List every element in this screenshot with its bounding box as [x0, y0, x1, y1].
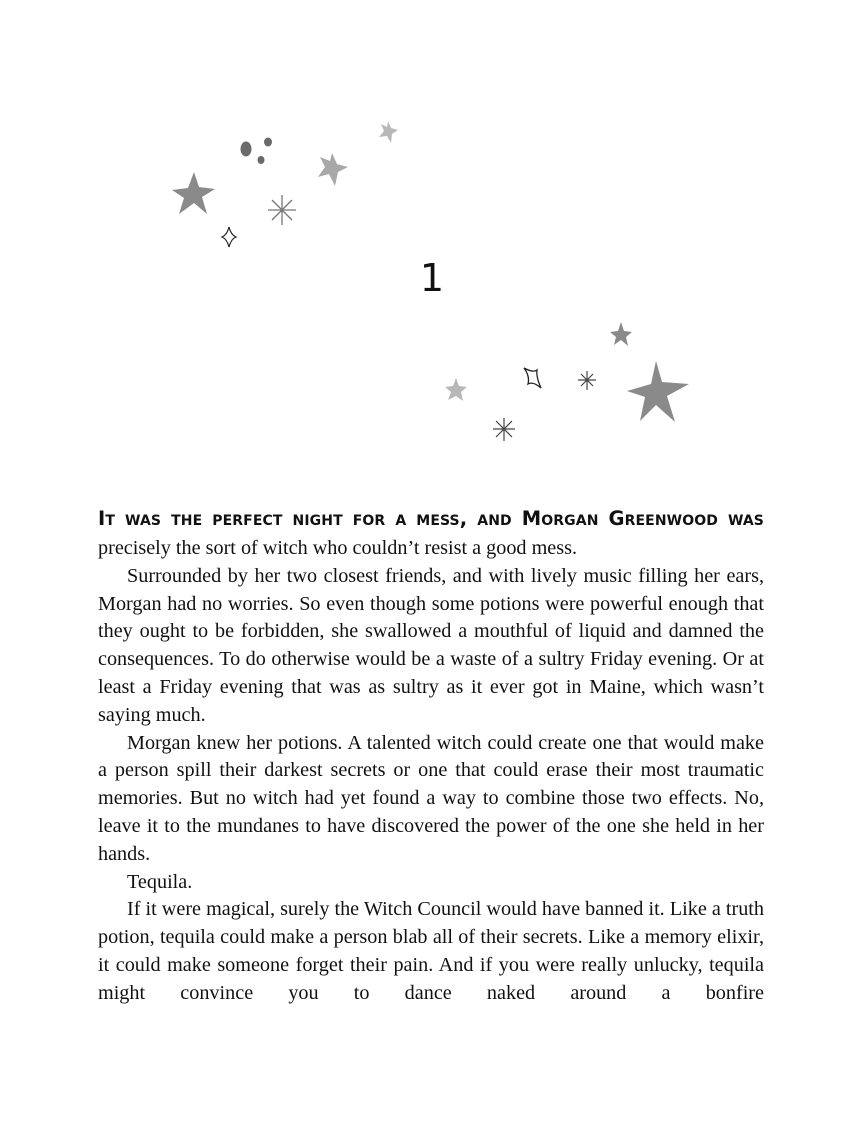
star-icon [318, 153, 348, 186]
star-icon [172, 172, 215, 214]
dot-icon [258, 156, 265, 164]
outline-sparkle-icon [222, 227, 236, 247]
sparkle-icon [268, 195, 296, 225]
dot-icon [241, 142, 252, 157]
paragraph: If it were magical, surely the Witch Council would have banned it. Like a truth potion, tequila could make a person blab all of their secrets. Like a memory elixir, it could make someone forget their pain. And if you were really unlucky, tequila might convince you to dance naked around a bonfire [98, 898, 764, 1004]
opening-line: It was the perfect night for a mess, and Morgan Greenwood was [98, 507, 764, 530]
star-cluster-illustration [0, 0, 864, 480]
star-icon [445, 378, 467, 401]
paragraph: Surrounded by her two closest friends, and with lively music filling her ears, Morgan had no worries. So even though some potions were powerful enough that they ought to be forbidden, she swallowed a mouthful of liquid and damned the consequences. To do otherwise would be a waste of a sultry Friday evening. Or at least a Friday evening that was as sultry as it ever got in Maine, which wasn’t saying much. [98, 564, 764, 726]
chapter-body [98, 503, 764, 1008]
star-icon [379, 121, 398, 143]
outline-sparkle-icon [524, 368, 541, 388]
dot-icon [264, 138, 272, 147]
chapter-number: 1 [419, 256, 445, 300]
star-icon [627, 361, 689, 422]
star-icon [610, 322, 632, 346]
paragraph: Tequila. [127, 870, 193, 893]
opening-continuation: precisely the sort of witch who couldn’t resist a good mess. [98, 537, 577, 559]
sparkle-icon [578, 371, 596, 390]
paragraph: Morgan knew her potions. A talented witch could create one that would make a person spill their darkest secrets or one that could erase their most traumatic memories. But no witch had yet found a way to combine those two effects. No, leave it to the mundanes to have discovered the power of the one she held in her hands. [98, 731, 764, 865]
sparkle-icon [493, 418, 515, 441]
